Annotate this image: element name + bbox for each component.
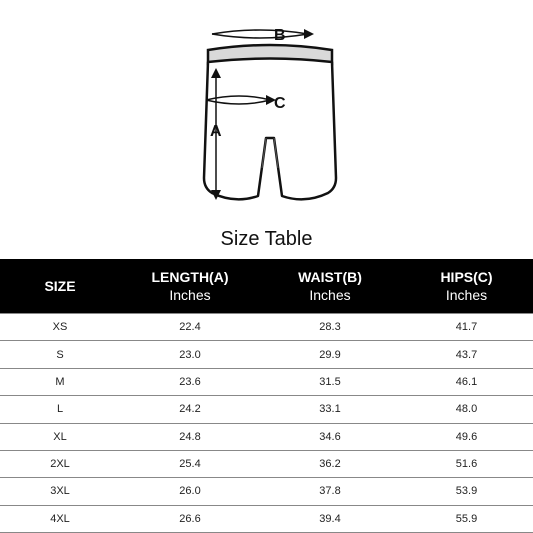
cell-length: 24.8: [120, 423, 260, 450]
cell-size: S: [0, 341, 120, 368]
shorts-measurement-diagram: [190, 18, 350, 218]
shorts-outline: [204, 59, 336, 200]
header-label: WAIST(B): [298, 269, 362, 285]
cell-waist: 33.1: [260, 396, 400, 423]
cell-waist: 28.3: [260, 314, 400, 341]
header-label: SIZE: [44, 278, 76, 294]
table-row: [0, 450, 533, 477]
cell-hips: 49.6: [400, 423, 533, 450]
cell-size: M: [0, 368, 120, 395]
cell-length: 23.0: [120, 341, 260, 368]
cell-length: 23.6: [120, 368, 260, 395]
cell-hips: 55.9: [400, 505, 533, 532]
table-header: [0, 259, 533, 314]
label-c: C: [274, 95, 286, 112]
cell-length: 26.0: [120, 478, 260, 505]
cell-size: XS: [0, 314, 120, 341]
header-length: [120, 259, 260, 314]
cell-waist: 37.8: [260, 478, 400, 505]
table-row: [0, 341, 533, 368]
table-row: [0, 368, 533, 395]
header-unit: Inches: [445, 287, 488, 303]
table-row: [0, 314, 533, 341]
cell-hips: 41.7: [400, 314, 533, 341]
size-table: [0, 259, 533, 533]
waist-measure-arrow: [212, 29, 314, 39]
table-row: [0, 423, 533, 450]
cell-hips: 48.0: [400, 396, 533, 423]
table-row: [0, 396, 533, 423]
table-row: [0, 478, 533, 505]
cell-size: 2XL: [0, 450, 120, 477]
cell-size: 4XL: [0, 505, 120, 532]
cell-waist: 36.2: [260, 450, 400, 477]
header-unit: Inches: [169, 287, 211, 303]
cell-waist: 29.9: [260, 341, 400, 368]
cell-waist: 31.5: [260, 368, 400, 395]
header-waist: [260, 259, 400, 314]
header-size: [0, 259, 120, 314]
cell-hips: 53.9: [400, 478, 533, 505]
cell-size: 3XL: [0, 478, 120, 505]
cell-waist: 34.6: [260, 423, 400, 450]
cell-hips: 43.7: [400, 341, 533, 368]
cell-length: 25.4: [120, 450, 260, 477]
cell-length: 24.2: [120, 396, 260, 423]
header-unit: Inches: [309, 287, 351, 303]
cell-size: L: [0, 396, 120, 423]
table-row: [0, 505, 533, 532]
cell-size: XL: [0, 423, 120, 450]
cell-waist: 39.4: [260, 505, 400, 532]
header-label: HIPS(C): [440, 269, 493, 285]
cell-hips: 46.1: [400, 368, 533, 395]
size-table-title: Size Table: [220, 228, 313, 250]
cell-length: 26.6: [120, 505, 260, 532]
label-a: A: [210, 123, 222, 140]
table-body: [0, 314, 533, 533]
header-hips: [400, 259, 533, 314]
header-label: LENGTH(A): [151, 269, 229, 285]
cell-length: 22.4: [120, 314, 260, 341]
cell-hips: 51.6: [400, 450, 533, 477]
label-b: B: [274, 27, 286, 44]
